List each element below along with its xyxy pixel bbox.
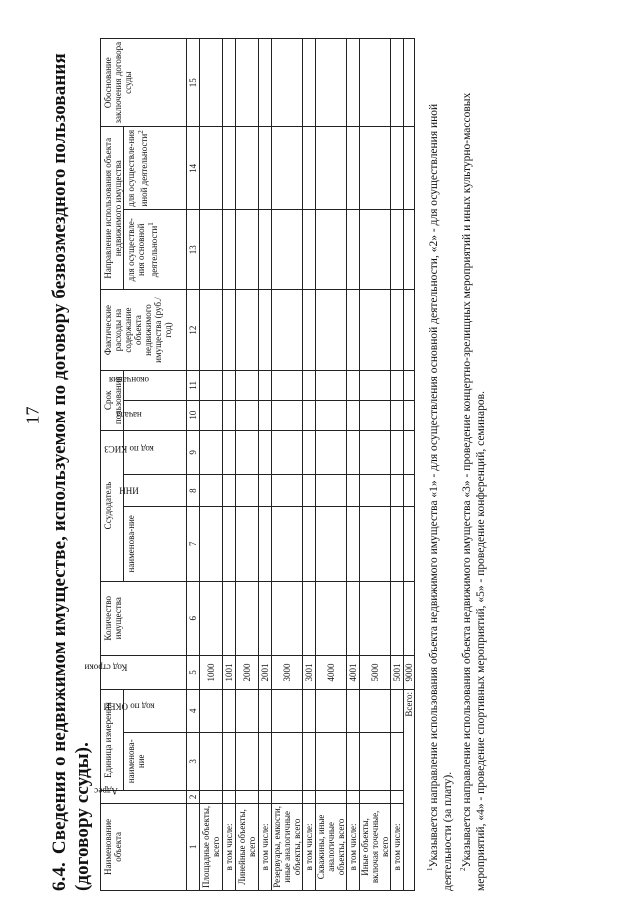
empty-cell <box>391 732 404 790</box>
column-number: 11 <box>187 370 200 400</box>
footnote-1: $^1$Указывается направление использования объекта недвижимого имущества «1» - для осуществления основной деятельности, «2» - для осуществления иной деятельности (за плату). <box>426 103 455 891</box>
empty-cell <box>316 507 347 581</box>
empty-cell <box>316 400 347 430</box>
empty-cell <box>303 400 316 430</box>
empty-cell <box>259 791 272 804</box>
column-number: 3 <box>187 732 200 790</box>
row-code: 1001 <box>223 655 236 689</box>
empty-cell <box>360 791 391 804</box>
table-body <box>200 39 404 891</box>
table-row <box>347 39 360 891</box>
empty-cell <box>347 400 360 430</box>
empty-cell <box>391 791 404 804</box>
empty-cell <box>236 732 259 790</box>
empty-cell <box>236 400 259 430</box>
empty-cell <box>259 732 272 790</box>
table-row <box>303 39 316 891</box>
empty-cell <box>347 791 360 804</box>
header-usage-main: для осуществле-ния основной деятельности$^1$ <box>124 210 187 290</box>
header-justification: Обоснование заключения договора ссуды <box>101 39 187 127</box>
empty-cell <box>272 430 303 475</box>
empty-cell <box>316 475 347 507</box>
empty-cell <box>272 210 303 290</box>
empty-cell <box>360 370 391 400</box>
header-usage-other: для осуществле-ния иной деятельности$^2$ <box>124 127 187 210</box>
row-code: 4000 <box>316 655 347 689</box>
empty-cell <box>200 430 223 475</box>
row-code: 2001 <box>259 655 272 689</box>
empty-cell <box>316 127 347 210</box>
empty-cell <box>236 581 259 655</box>
empty-cell <box>316 791 347 804</box>
header-name: Наименование объекта <box>101 803 187 890</box>
empty-cell <box>391 400 404 430</box>
empty-cell <box>303 791 316 804</box>
section-number: 6.4. <box>49 862 70 891</box>
empty-cell <box>223 210 236 290</box>
empty-cell <box>391 475 404 507</box>
empty-cell <box>200 581 223 655</box>
empty-cell <box>236 430 259 475</box>
header-row-code: Код строки <box>101 655 187 689</box>
empty-cell <box>200 127 223 210</box>
row-code: 2000 <box>236 655 259 689</box>
empty-cell <box>223 370 236 400</box>
empty-cell <box>303 370 316 400</box>
empty-cell <box>236 791 259 804</box>
property-table <box>84 38 415 891</box>
total-label: Всего: <box>404 690 415 891</box>
empty-cell <box>236 127 259 210</box>
section-title-text: Сведения о недвижимом имуществе, используемом по договору безвозмездного пользования (договору ссуды). <box>49 53 93 891</box>
empty-cell <box>259 581 272 655</box>
empty-cell <box>347 39 360 127</box>
column-number: 5 <box>187 655 200 689</box>
empty-cell <box>303 507 316 581</box>
empty-cell <box>360 690 391 733</box>
empty-cell <box>223 127 236 210</box>
empty-cell <box>303 430 316 475</box>
empty-cell <box>347 370 360 400</box>
empty-cell <box>360 581 391 655</box>
empty-cell <box>200 475 223 507</box>
empty-cell <box>360 430 391 475</box>
table-row <box>200 39 223 891</box>
header-row-2 <box>124 39 187 891</box>
empty-cell <box>272 400 303 430</box>
empty-cell <box>223 475 236 507</box>
header-period-end: окончания <box>124 370 187 400</box>
empty-cell <box>259 210 272 290</box>
row-label: в том числе: <box>303 803 316 890</box>
empty-cell <box>360 127 391 210</box>
header-lender-kpp: код по КИСЗ <box>124 430 187 475</box>
empty-cell <box>223 581 236 655</box>
row-label: в том числе: <box>391 803 404 890</box>
empty-cell <box>391 290 404 371</box>
empty-cell <box>303 39 316 127</box>
footnotes <box>423 36 489 891</box>
empty-cell <box>316 690 347 733</box>
table-row <box>259 39 272 891</box>
empty-cell <box>347 507 360 581</box>
row-code: 3000 <box>272 655 303 689</box>
column-number: 9 <box>187 430 200 475</box>
row-label: Площадные объекты, всего <box>200 803 223 890</box>
empty-cell <box>391 39 404 127</box>
header-address: Адрес <box>101 791 187 804</box>
empty-cell <box>236 370 259 400</box>
row-code: 5001 <box>391 655 404 689</box>
column-number: 12 <box>187 290 200 371</box>
empty-cell <box>223 290 236 371</box>
empty-cell <box>259 39 272 127</box>
empty-cell <box>236 290 259 371</box>
header-period: Срок пользования <box>101 370 124 430</box>
empty-cell <box>200 690 223 733</box>
table-row <box>236 39 259 891</box>
empty-cell <box>200 732 223 790</box>
column-number: 15 <box>187 39 200 127</box>
empty-cell <box>391 690 404 733</box>
empty-cell <box>303 475 316 507</box>
header-usage-direction: Направление использования объекта недвижимого имущества <box>101 127 124 290</box>
empty-cell <box>303 732 316 790</box>
empty-cell <box>347 430 360 475</box>
empty-cell <box>259 370 272 400</box>
empty-cell <box>223 732 236 790</box>
rotated-page-content <box>48 36 622 891</box>
row-code: 5000 <box>360 655 391 689</box>
row-label: Линейные объекты, всего <box>236 803 259 890</box>
column-number: 13 <box>187 210 200 290</box>
empty-cell <box>223 507 236 581</box>
empty-cell <box>391 581 404 655</box>
header-lender-inn: ИНН <box>124 475 187 507</box>
empty-cell <box>223 39 236 127</box>
empty-cell <box>200 39 223 127</box>
empty-cell <box>316 732 347 790</box>
empty-cell <box>236 690 259 733</box>
empty-cell <box>347 127 360 210</box>
total-row <box>404 39 415 891</box>
header-actual-costs: Фактические расходы на содержание объекта недвижимого имущества (руб./год) <box>101 290 187 371</box>
empty-cell <box>316 290 347 371</box>
section-title <box>48 36 94 891</box>
empty-cell <box>272 290 303 371</box>
table-row <box>391 39 404 891</box>
row-label: Скважины, иные аналогичные объекты, всего <box>316 803 347 890</box>
empty-cell <box>259 400 272 430</box>
empty-cell <box>272 370 303 400</box>
column-number: 2 <box>187 791 200 804</box>
empty-cell <box>272 732 303 790</box>
empty-cell <box>259 507 272 581</box>
empty-cell <box>360 210 391 290</box>
empty-cell <box>303 690 316 733</box>
empty-cell <box>303 290 316 371</box>
empty-cell <box>360 39 391 127</box>
header-unit: Единица измерения <box>101 690 124 791</box>
footnote-2: $^2$Указывается направление использования объекта недвижимого имущества «3» - проведение концертно-зрелищных мероприятий и иных культурно-массовых мероприятий, «4» - проведение спортивных мероприятий, «5» - проведение конференций, семинаров. <box>458 92 488 891</box>
empty-cell <box>360 400 391 430</box>
empty-cell <box>236 507 259 581</box>
header-lender-name: наименова-ние <box>124 507 187 581</box>
empty-cell <box>200 400 223 430</box>
empty-cell <box>272 475 303 507</box>
empty-cell <box>347 581 360 655</box>
empty-cell <box>272 690 303 733</box>
table-row <box>272 39 303 891</box>
row-code: 1000 <box>200 655 223 689</box>
empty-cell <box>223 400 236 430</box>
table-row <box>223 39 236 891</box>
empty-cell <box>316 39 347 127</box>
empty-cell <box>316 581 347 655</box>
row-label: в том числе: <box>347 803 360 890</box>
empty-cell <box>303 127 316 210</box>
empty-cell <box>200 370 223 400</box>
empty-cell <box>259 475 272 507</box>
empty-cell <box>360 732 391 790</box>
empty-cell <box>391 507 404 581</box>
empty-cell <box>259 127 272 210</box>
empty-cell <box>200 290 223 371</box>
empty-cell <box>223 430 236 475</box>
empty-cell <box>272 39 303 127</box>
empty-cell <box>360 507 391 581</box>
empty-cell <box>347 210 360 290</box>
empty-cell <box>272 127 303 210</box>
empty-cell <box>223 690 236 733</box>
row-label: Иные объекты, включая точечные, всего <box>360 803 391 890</box>
empty-cell <box>347 290 360 371</box>
empty-cell <box>272 791 303 804</box>
empty-cell <box>347 475 360 507</box>
column-number: 14 <box>187 127 200 210</box>
row-code: 4001 <box>347 655 360 689</box>
empty-cell <box>223 791 236 804</box>
empty-cell <box>236 475 259 507</box>
row-label: Резервуары, емкости, иные аналогичные объекты, всего <box>272 803 303 890</box>
empty-cell <box>360 290 391 371</box>
header-lender: Ссудодатель <box>101 430 124 581</box>
empty-cell <box>259 690 272 733</box>
empty-cell <box>360 475 391 507</box>
empty-cell <box>236 210 259 290</box>
empty-cell <box>391 127 404 210</box>
empty-cell <box>391 210 404 290</box>
header-unit-name: наименова-ние <box>124 732 187 790</box>
empty-cell <box>316 370 347 400</box>
column-number: 4 <box>187 690 200 733</box>
header-period-start: начала <box>124 400 187 430</box>
row-label: в том числе: <box>259 803 272 890</box>
empty-cell <box>200 210 223 290</box>
empty-cell <box>347 690 360 733</box>
column-number: 6 <box>187 581 200 655</box>
empty-cell <box>200 791 223 804</box>
empty-cell <box>316 430 347 475</box>
page-number: 17 <box>22 406 43 425</box>
empty-cell <box>236 39 259 127</box>
row-label: в том числе: <box>223 803 236 890</box>
empty-cell <box>303 581 316 655</box>
column-number: 10 <box>187 400 200 430</box>
column-number: 1 <box>187 803 200 890</box>
column-number: 7 <box>187 507 200 581</box>
header-quantity: Количество имущества <box>101 581 187 655</box>
column-number-row <box>187 39 200 891</box>
empty-cell <box>259 430 272 475</box>
table-row <box>316 39 347 891</box>
header-unit-okei: код по ОКЕИ <box>124 690 187 733</box>
empty-cell <box>391 430 404 475</box>
empty-cell <box>303 210 316 290</box>
row-code: 3001 <box>303 655 316 689</box>
empty-cell <box>272 581 303 655</box>
empty-cell <box>200 507 223 581</box>
empty-cell <box>347 732 360 790</box>
column-number: 8 <box>187 475 200 507</box>
total-code: 9000 <box>404 655 415 689</box>
empty-cell <box>316 210 347 290</box>
empty-cell <box>391 370 404 400</box>
table-row <box>360 39 391 891</box>
empty-cell <box>272 507 303 581</box>
empty-cell <box>259 290 272 371</box>
header-row-1 <box>101 39 124 891</box>
